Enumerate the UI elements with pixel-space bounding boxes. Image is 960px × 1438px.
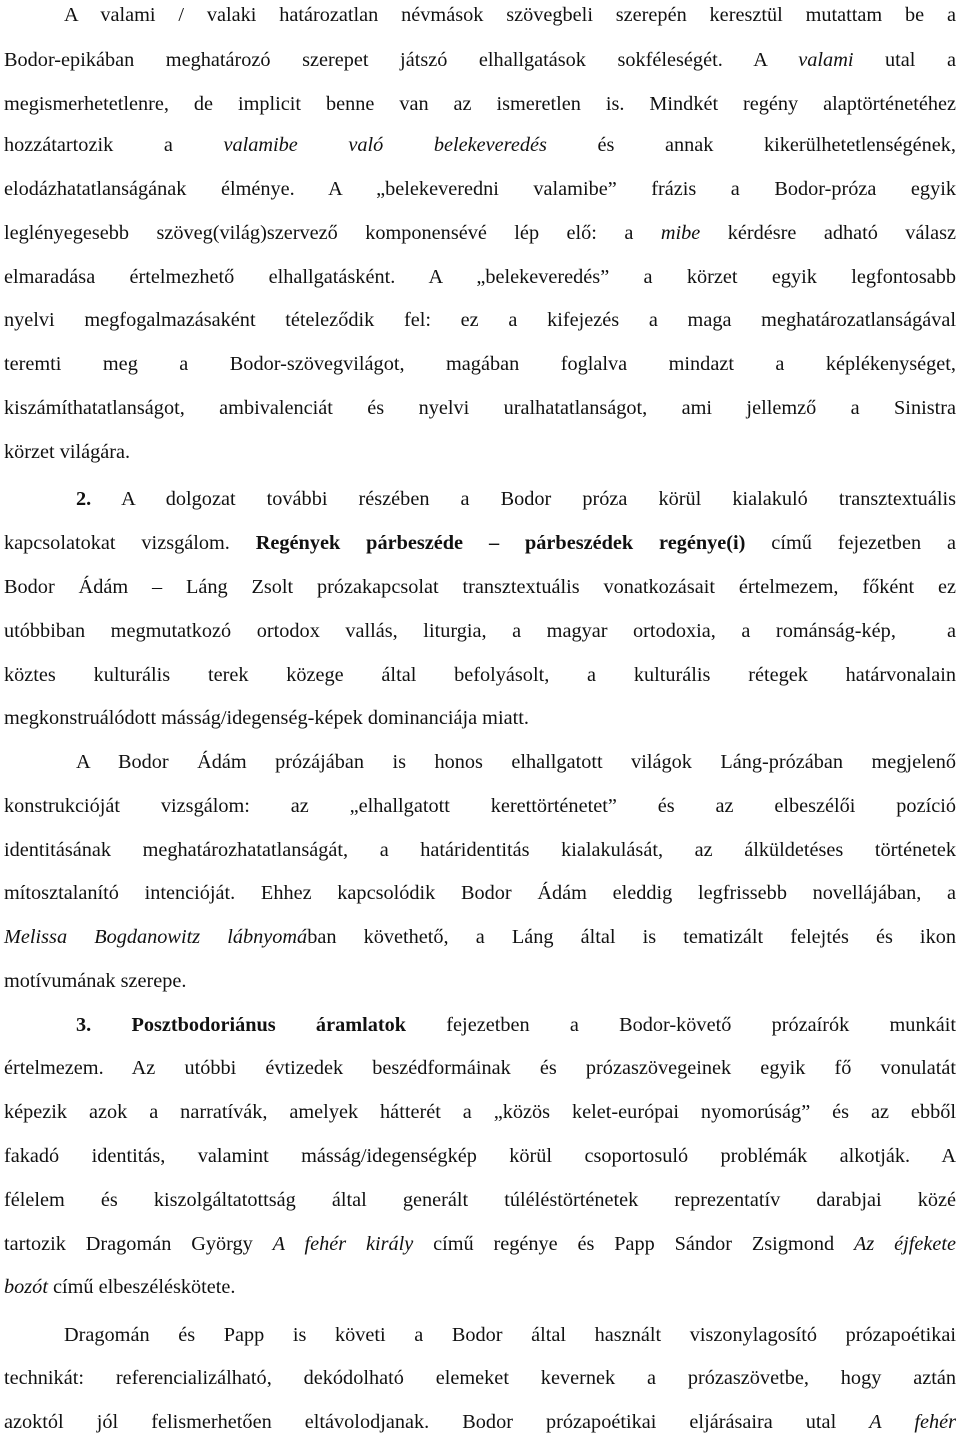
text-run: mibe (660, 222, 701, 244)
text-run: megismerhetetlenre, de implicit benne van az ismeretlen is. Mindkét regény alaptörténetéhez (4, 93, 956, 115)
text-run: bozót (4, 1276, 48, 1298)
text-run: teremti meg a Bodor-szövegvilágot, magában foglalva mindazt a képlékenységet, (4, 353, 956, 375)
text-run: Az éjfekete (853, 1233, 956, 1255)
text-run: kiszámíthatatlanságot, ambivalenciát és nyelvi uralhatatlanságot, ami jellemző a Sinistra (4, 397, 956, 419)
text-line (4, 174, 956, 204)
text-run: motívumának szerepe. (4, 970, 187, 992)
text-run: fakadó identitás, valamint másság/idegenségkép körül csoportosuló problémák alkotják. A (4, 1145, 956, 1167)
text-run: A Bodor Ádám prózájában is honos elhallgatott világok Láng-prózában megjelenő (76, 751, 956, 773)
text-run: köztes kulturális terek közege által befolyásolt, a kulturális rétegek határvonalain (4, 664, 956, 686)
text-line (4, 393, 956, 423)
text-line (4, 1185, 956, 1215)
text-line (4, 878, 956, 908)
text-run: A fehér (869, 1411, 956, 1433)
text-run: 3. Posztbodoriánus áramlatok (76, 1014, 407, 1036)
text-run: kérdésre adható válasz (700, 222, 956, 244)
text-line (4, 349, 956, 379)
text-line (4, 305, 956, 335)
text-line (4, 1407, 956, 1437)
text-run: mítosztalanító intencióját. Ehhez kapcsolódik Bodor Ádám eleddig legfrissebb novellájában, a (4, 882, 956, 904)
text-line (4, 835, 956, 865)
text-line (4, 484, 956, 514)
text-line (4, 262, 956, 292)
text-run: konstrukcióját vizsgálom: az „elhallgatott kerettörténetet” és az elbeszélői pozíció (4, 795, 956, 817)
text-run: hozzátartozik a (4, 134, 224, 156)
text-line (4, 528, 956, 558)
text-run: azoktól jól felismerhetően eltávolodjanak. Bodor prózapoétikai eljárásaira utal (4, 1411, 870, 1433)
text-line (4, 1320, 956, 1350)
text-run: és annak kikerülhetetlenségének, (546, 134, 956, 156)
text-line (4, 45, 956, 75)
text-line (4, 218, 956, 248)
text-line (4, 616, 956, 646)
text-run: 2. (76, 488, 92, 510)
text-run: című regénye és Papp Sándor Zsigmond (413, 1233, 854, 1255)
text-run: Dragomán és Papp is követi a Bodor által használt viszonylagosító prózapoétikai (64, 1324, 956, 1346)
text-run: A fehér király (272, 1233, 414, 1255)
text-run: körzet világára. (4, 441, 131, 463)
text-run: elmaradása értelmezhető elhallgatásként. A „belekeveredés” a körzet egyik legfontosabb (4, 266, 956, 288)
text-run: képezik azok a narratívák, amelyek hátterét a „közös kelet-európai nyomorúság” és az ebből (4, 1101, 956, 1123)
text-line (4, 130, 956, 160)
text-run: identitásának meghatározhatatlanságát, a határidentitás kialakulását, az álküldetéses történetek (4, 839, 956, 861)
text-run: Regények párbeszéde – párbeszédek regénye(i) (255, 532, 746, 554)
text-line (4, 1097, 956, 1127)
text-line (4, 747, 956, 777)
text-run: című fejezetben a (745, 532, 956, 554)
text-run: Bodor Ádám – Láng Zsolt prózakapcsolat transztextuális vonatkozásait értelmezem, főként ez (4, 576, 956, 598)
text-run: technikát: referencializálható, dekódolható elemeket kevernek a prózaszövetbe, hogy aztán (4, 1367, 956, 1389)
text-run: utóbbiban megmutatkozó ortodox vallás, liturgia, a magyar ortodoxia, a románság-kép, a (4, 620, 956, 642)
text-line (4, 0, 956, 30)
text-run: tartozik Dragomán György (4, 1233, 273, 1255)
text-run: fejezetben a Bodor-követő prózaírók munkáit (406, 1014, 956, 1036)
text-line (4, 791, 956, 821)
text-run: című elbeszéléskötete. (47, 1276, 236, 1298)
text-run: A valami / valaki határozatlan névmások szövegbeli szerepén keresztül mutattam be a (64, 4, 956, 26)
text-line (4, 89, 956, 119)
text-run: elodázhatatlanságának élménye. A „belekeveredni valamibe” frázis a Bodor-próza egyik (4, 178, 956, 200)
text-run: A dolgozat további részében a Bodor próza körül kialakuló transztextuális (91, 488, 956, 510)
text-line (4, 1053, 956, 1083)
text-line (4, 572, 956, 602)
text-line (4, 1272, 956, 1302)
text-run: leglényegesebb szöveg(világ)szervező komponensévé lép elő: a (4, 222, 661, 244)
text-line (4, 966, 956, 996)
text-run: Melissa Bogdanowitz lábnyomá (4, 926, 308, 948)
text-run: valami (798, 49, 854, 71)
text-line (4, 1363, 956, 1393)
text-run: Bodor-epikában meghatározó szerepet játszó elhallgatások sokféleségét. A (4, 49, 799, 71)
text-run: ban követhető, a Láng által is tematizált felejtés és ikon (307, 926, 956, 948)
text-line (4, 703, 956, 733)
text-line (4, 1229, 956, 1259)
text-run: kapcsolatokat vizsgálom. (4, 532, 256, 554)
text-line (4, 1010, 956, 1040)
text-line (4, 1141, 956, 1171)
text-line (4, 922, 956, 952)
text-run: nyelvi megfogalmazásaként tételeződik fel: ez a kifejezés a maga meghatározatlanságával (4, 309, 956, 331)
text-run: valamibe való belekeveredés (223, 134, 547, 156)
text-run: félelem és kiszolgáltatottság által generált túléléstörténetek reprezentatív darabjai közé (4, 1189, 956, 1211)
text-line (4, 437, 956, 467)
text-run: értelmezem. Az utóbbi évtizedek beszédformáinak és prózaszövegeinek egyik fő vonulatát (4, 1057, 956, 1079)
text-line (4, 660, 956, 690)
text-run: megkonstruálódott másság/idegenség-képek dominanciája miatt. (4, 707, 529, 729)
text-run: utal a (853, 49, 956, 71)
